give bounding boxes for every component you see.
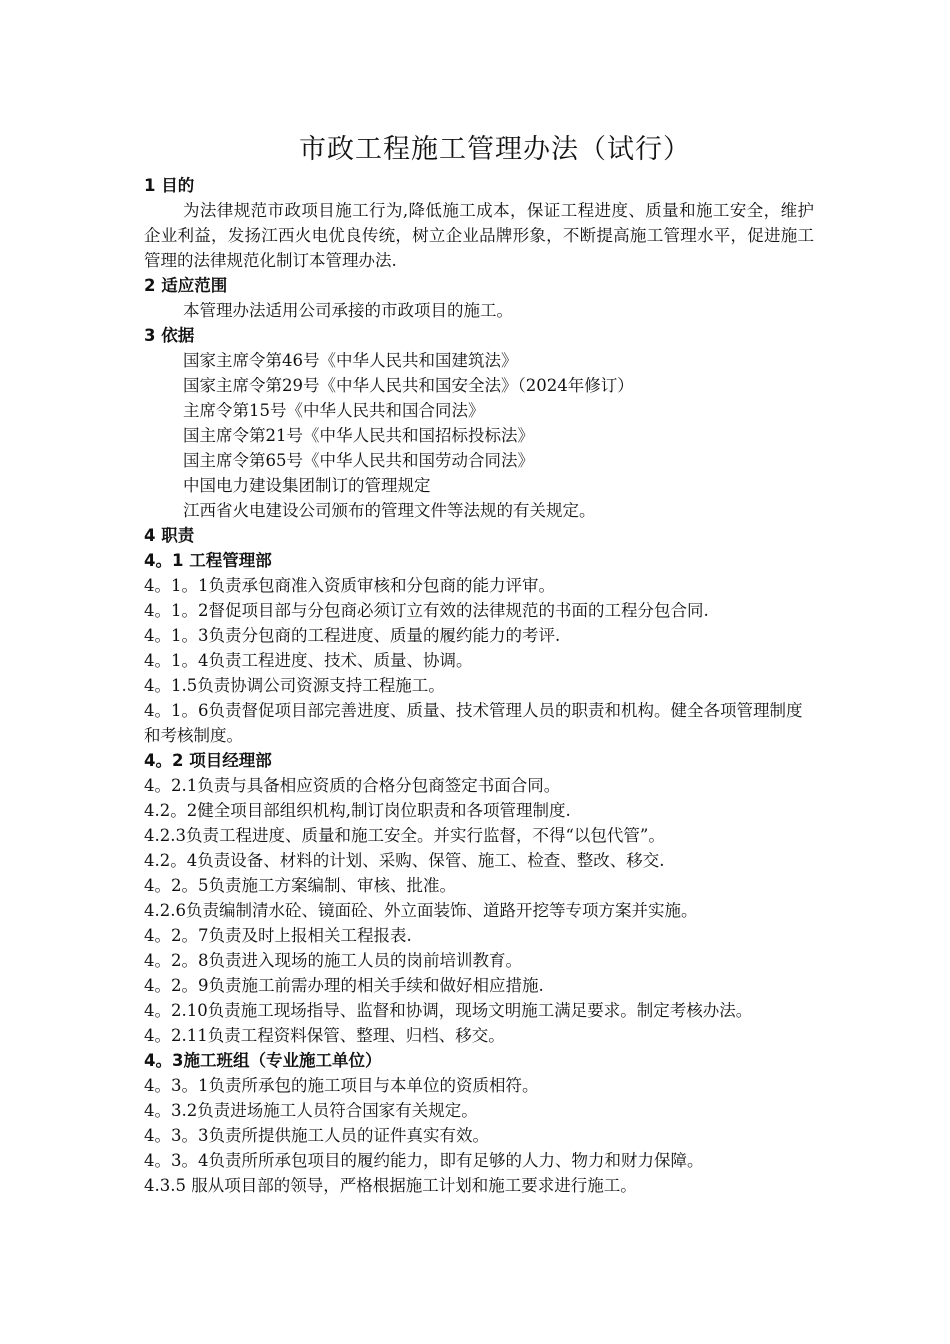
basis-item: 国家主席令第29号《中华人民共和国安全法》（2024年修订） xyxy=(183,376,634,395)
basis-item: 国家主席令第46号《中华人民共和国建筑法》 xyxy=(183,351,518,370)
duty-item: 4。1。1负责承包商准入资质审核和分包商的能力评审。 xyxy=(144,576,555,595)
duty-item: 4。1。6负责督促项目部完善进度、质量、技术管理人员的职责和机构。健全各项管理制度和考核制度。 xyxy=(144,701,803,745)
duty-item: 4。1.5负责协调公司资源支持工程施工。 xyxy=(144,676,445,695)
duty-item: 4。2。9负责施工前需办理的相关手续和做好相应措施. xyxy=(144,976,544,995)
duty-item: 4。3。1负责所承包的施工项目与本单位的资质相符。 xyxy=(144,1076,539,1095)
subsection-heading: 4。2 项目经理部 xyxy=(144,751,272,770)
duty-item: 4。1。4负责工程进度、技术、质量、协调。 xyxy=(144,651,473,670)
basis-item: 国主席令第21号《中华人民共和国招标投标法》 xyxy=(183,426,534,445)
duty-item: 4.2.6负责编制清水砼、镜面砼、外立面装饰、道路开挖等专项方案并实施。 xyxy=(144,901,698,920)
section-heading: 2 适应范围 xyxy=(144,276,228,295)
duty-item: 4。2。5负责施工方案编制、审核、批准。 xyxy=(144,876,456,895)
basis-item: 主席令第15号《中华人民共和国合同法》 xyxy=(183,401,485,420)
basis-item: 中国电力建设集团制订的管理规定 xyxy=(183,476,431,495)
duty-item: 4。3。3负责所提供施工人员的证件真实有效。 xyxy=(144,1126,489,1145)
duty-item: 4。2.10负责施工现场指导、监督和协调，现场文明施工满足要求。制定考核办法。 xyxy=(144,1001,753,1020)
duty-item: 4。1。2督促项目部与分包商必须订立有效的法律规范的书面的工程分包合同. xyxy=(144,601,709,620)
duty-item: 4。2.11负责工程资料保管、整理、归档、移交。 xyxy=(144,1026,505,1045)
basis-item: 江西省火电建设公司颁布的管理文件等法规的有关规定。 xyxy=(183,501,596,520)
duty-item: 4.2。4负责设备、材料的计划、采购、保管、施工、检查、整改、移交. xyxy=(144,851,665,870)
section-heading: 1 目的 xyxy=(144,176,195,195)
section-heading: 3 依据 xyxy=(144,326,195,345)
document-body xyxy=(144,173,814,1198)
duty-item: 4。2。7负责及时上报相关工程报表. xyxy=(144,926,412,945)
document-title: 市政工程施工管理办法（试行） xyxy=(299,134,691,165)
paragraph: 为法律规范市政项目施工行为,降低施工成本，保证工程进度、质量和施工安全，维护企业利益，发扬江西火电优良传统，树立企业品牌形象，不断提高施工管理水平，促进施工管理的法律规范化制订本管理办法. xyxy=(144,201,814,270)
subsection-heading: 4。3施工班组（专业施工单位） xyxy=(144,1051,382,1070)
duty-item: 4。2.1负责与具备相应资质的合格分包商签定书面合同。 xyxy=(144,776,561,795)
duty-item: 4。2。8负责进入现场的施工人员的岗前培训教育。 xyxy=(144,951,522,970)
basis-item: 国主席令第65号《中华人民共和国劳动合同法》 xyxy=(183,451,534,470)
duty-item: 4.2。2健全项目部组织机构,制订岗位职责和各项管理制度. xyxy=(144,801,571,820)
paragraph: 本管理办法适用公司承接的市政项目的施工。 xyxy=(183,301,513,320)
duty-item: 4。3.2负责进场施工人员符合国家有关规定。 xyxy=(144,1101,478,1120)
duty-item: 4.3.5 服从项目部的领导，严格根据施工计划和施工要求进行施工。 xyxy=(144,1176,637,1195)
duty-item: 4。3。4负责所所承包项目的履约能力，即有足够的人力、物力和财力保障。 xyxy=(144,1151,704,1170)
subsection-heading: 4。1 工程管理部 xyxy=(144,551,272,570)
section-heading: 4 职责 xyxy=(144,526,195,545)
duty-item: 4。1。3负责分包商的工程进度、质量的履约能力的考评. xyxy=(144,626,561,645)
duty-item: 4.2.3负责工程进度、质量和施工安全。并实行监督，不得“以包代管”。 xyxy=(144,826,665,845)
